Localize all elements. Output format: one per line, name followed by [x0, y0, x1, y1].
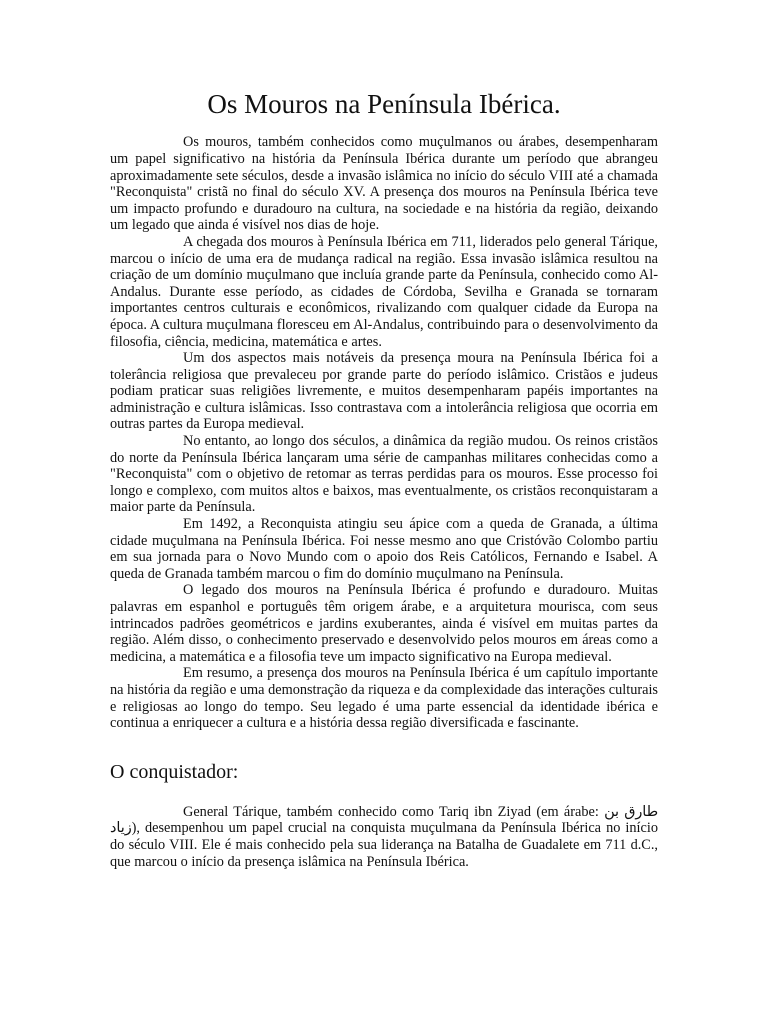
- document-title: Os Mouros na Península Ibérica.: [207, 89, 561, 119]
- paragraph-conqueror: General Tárique, também conhecido como Tariq ibn Ziyad (em árabe: طارق بن زياد), desempenhou um papel crucial na conquista muçulmana da Península Ibérica no início do século VIII. Ele é mais conhecido pela sua liderança na Batalha de Guadalete em 711 d.C., que marcou o início da presença islâmica na Península Ibérica.: [110, 803, 658, 870]
- paragraph-intro: Os mouros, também conhecidos como muçulmanos ou árabes, desempenharam um papel significativo na história da Península Ibérica durante um período que abrangeu aproximadamente sete séculos, desde a invasão islâmica no início do século VIII até a chamada "Reconquista" cristã no final do século XV. A presença dos mouros na Península Ibérica teve um impacto profundo e duradouro na cultura, na sociedade e na história da região, deixando um legado que ainda é visível nos dias de hoje.: [110, 134, 658, 234]
- document-page: [110, 88, 658, 870]
- section-heading: O conquistador:: [110, 760, 239, 783]
- paragraph-arrival: A chegada dos mouros à Península Ibérica em 711, liderados pelo general Tárique, marcou o início de uma era de mudança radical na região. Essa invasão islâmica resultou na criação de um domínio muçulmano que incluía grande parte da Península, conhecido como Al-Andalus. Durante esse período, as cidades de Córdoba, Sevilha e Granada se tornaram importantes centros culturais e econômicos, rivalizando com qualquer cidade da Europa na época. A cultura muçulmana floresceu em Al-Andalus, contribuindo para o desenvolvimento da filosofia, ciência, medicina, matemática e artes.: [110, 233, 658, 350]
- paragraph-granada: Em 1492, a Reconquista atingiu seu ápice com a queda de Granada, a última cidade muçulmana na Península Ibérica. Foi nesse mesmo ano que Cristóvão Colombo partiu em sua jornada para o Novo Mundo com o apoio dos Reis Católicos, Fernando e Isabel. A queda de Granada também marcou o fim do domínio muçulmano na Península.: [110, 516, 658, 582]
- paragraph-tolerance: Um dos aspectos mais notáveis da presença moura na Península Ibérica foi a tolerância religiosa que prevaleceu por grande parte do período islâmico. Cristãos e judeus podiam praticar suas religiões livremente, e muitos desempenharam papéis importantes na administração e cultura islâmicas. Isso contrastava com a intolerância religiosa que ocorria em outras partes da Europa medieval.: [110, 350, 658, 433]
- paragraph-summary: Em resumo, a presença dos mouros na Península Ibérica é um capítulo importante na história da região e uma demonstração da riqueza e da complexidade das interações culturais e religiosas ao longo do tempo. Seu legado é uma parte essencial da identidade ibérica e continua a enriquecer a cultura e a história dessa região diversificada e fascinante.: [110, 665, 658, 732]
- paragraph-legacy: O legado dos mouros na Península Ibérica é profundo e duradouro. Muitas palavras em espanhol e português têm origem árabe, e a arquitetura mourisca, com seus intrincados padrões geométricos e jardins exuberantes, ainda é visível em muitas partes da região. Além disso, o conhecimento preservado e desenvolvido pelos mouros em áreas como a medicina, a matemática e a filosofia teve um impacto significativo na Europa medieval.: [110, 582, 658, 665]
- paragraph-reconquista: No entanto, ao longo dos séculos, a dinâmica da região mudou. Os reinos cristãos do norte da Península Ibérica lançaram uma série de campanhas militares conhecidas como a "Reconquista" com o objetivo de retomar as terras perdidas para os mouros. Esse processo foi longo e complexo, com muitos altos e baixos, mas eventualmente, os cristãos reconquistaram a maior parte da Península.: [110, 433, 658, 516]
